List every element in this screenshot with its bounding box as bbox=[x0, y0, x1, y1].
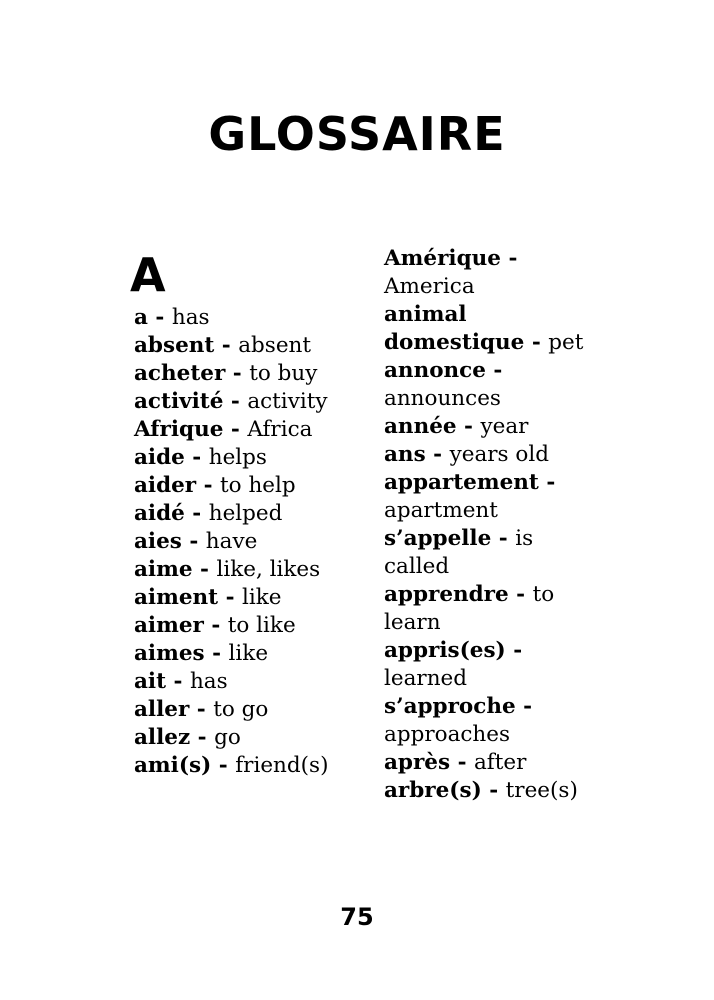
glossary-separator: - bbox=[456, 414, 481, 439]
glossary-entry bbox=[134, 360, 334, 388]
glossary-separator: - bbox=[491, 526, 516, 551]
glossary-separator: - bbox=[425, 442, 450, 467]
glossary-entry bbox=[134, 444, 334, 472]
glossary-separator: - bbox=[184, 445, 209, 470]
glossary-definition: after bbox=[473, 750, 527, 775]
glossary-entry bbox=[384, 357, 584, 413]
glossary-separator: - bbox=[218, 585, 242, 610]
glossary-separator: - bbox=[515, 694, 533, 719]
glossary-separator: - bbox=[485, 358, 503, 383]
glossary-entry bbox=[134, 724, 334, 752]
glossary-term: allez bbox=[134, 725, 191, 750]
glossary-entry bbox=[384, 525, 584, 581]
glossary-separator: - bbox=[481, 778, 506, 803]
glossary-term: apprendre bbox=[384, 582, 509, 607]
glossary-entry bbox=[134, 388, 334, 416]
glossary-entry bbox=[134, 640, 334, 668]
glossary-entry bbox=[384, 693, 584, 749]
page-number: 75 bbox=[340, 903, 374, 931]
glossary-definition: is called bbox=[384, 526, 534, 579]
glossary-term: aime bbox=[134, 557, 193, 582]
glossary-term: appris(es) bbox=[384, 638, 506, 663]
glossary-entry bbox=[134, 696, 334, 724]
glossary-separator: - bbox=[189, 697, 214, 722]
glossary-entry bbox=[134, 556, 334, 584]
glossary-term: absent bbox=[134, 333, 215, 358]
glossary-term: acheter bbox=[134, 361, 226, 386]
glossary-definition: to like bbox=[227, 613, 296, 638]
glossary-separator: - bbox=[184, 501, 209, 526]
glossary-term: année bbox=[384, 414, 457, 439]
glossary-separator: - bbox=[166, 669, 190, 694]
glossary-term: aller bbox=[134, 697, 190, 722]
glossary-entry bbox=[384, 749, 584, 777]
glossary-separator: - bbox=[508, 582, 533, 607]
glossary-definition: to buy bbox=[249, 361, 318, 386]
glossary-term: Afrique bbox=[134, 417, 224, 442]
glossary-definition: to learn bbox=[384, 582, 555, 635]
glossary-entry bbox=[134, 668, 334, 696]
glossary-definition: helped bbox=[208, 501, 283, 526]
glossary-definition: to go bbox=[213, 697, 269, 722]
glossary-entry bbox=[134, 584, 334, 612]
glossary-definition: absent bbox=[238, 333, 312, 358]
glossary-separator: - bbox=[147, 305, 172, 330]
glossary-definition: activity bbox=[247, 389, 328, 414]
glossary-term: ans bbox=[384, 442, 426, 467]
glossary-entry bbox=[134, 416, 334, 444]
glossary-separator: - bbox=[538, 470, 556, 495]
glossary-separator: - bbox=[225, 361, 250, 386]
glossary-term: Amérique bbox=[384, 246, 501, 271]
glossary-definition: helps bbox=[208, 445, 267, 470]
glossary-column-right bbox=[384, 245, 584, 805]
glossary-separator: - bbox=[505, 638, 523, 663]
glossary-definition: learned bbox=[384, 666, 468, 691]
glossary-separator: - bbox=[214, 333, 239, 358]
glossary-separator: - bbox=[223, 417, 248, 442]
glossary-term: aimes bbox=[134, 641, 205, 666]
glossary-term: activité bbox=[134, 389, 224, 414]
glossary-term: aies bbox=[134, 529, 182, 554]
glossary-definition: apartment bbox=[384, 498, 498, 523]
glossary-separator: - bbox=[190, 725, 215, 750]
glossary-definition: pet bbox=[548, 330, 584, 355]
glossary-term: aidé bbox=[134, 501, 185, 526]
glossary-definition: have bbox=[205, 529, 258, 554]
glossary-separator: - bbox=[211, 753, 236, 778]
glossary-term: ami(s) bbox=[134, 753, 212, 778]
glossary-entry bbox=[134, 304, 334, 332]
glossary-definition: tree(s) bbox=[505, 778, 578, 803]
glossary-entry bbox=[384, 581, 584, 637]
glossary-term: aide bbox=[134, 445, 185, 470]
glossary-term: animal domestique bbox=[384, 302, 525, 355]
glossary-definition: America bbox=[384, 274, 475, 299]
page-title: GLOSSAIRE bbox=[208, 107, 506, 161]
glossary-term: ait bbox=[134, 669, 167, 694]
glossary-term: après bbox=[384, 750, 451, 775]
glossary-definition: has bbox=[171, 305, 210, 330]
glossary-term: aimer bbox=[134, 613, 204, 638]
glossary-entry bbox=[134, 528, 334, 556]
glossary-term: arbre(s) bbox=[384, 778, 482, 803]
glossary-entry bbox=[384, 777, 584, 805]
glossary-column-left bbox=[134, 304, 334, 780]
glossary-separator: - bbox=[223, 389, 248, 414]
glossary-definition: has bbox=[189, 669, 228, 694]
glossary-entry bbox=[384, 245, 584, 301]
glossary-definition: friend(s) bbox=[235, 753, 329, 778]
glossary-separator: - bbox=[450, 750, 474, 775]
glossary-term: s’appelle bbox=[384, 526, 492, 551]
glossary-term: annonce bbox=[384, 358, 486, 383]
glossary-term: s’approche bbox=[384, 694, 516, 719]
glossary-entry bbox=[134, 472, 334, 500]
glossary-definition: approaches bbox=[384, 722, 511, 747]
glossary-definition: go bbox=[214, 725, 241, 750]
glossary-separator: - bbox=[524, 330, 549, 355]
glossary-definition: year bbox=[480, 414, 529, 439]
glossary-definition: announces bbox=[384, 386, 501, 411]
glossary-entry bbox=[384, 413, 584, 441]
glossary-term: aider bbox=[134, 473, 197, 498]
glossary-separator: - bbox=[181, 529, 206, 554]
glossary-definition: Africa bbox=[247, 417, 313, 442]
glossary-entry bbox=[134, 500, 334, 528]
glossary-entry bbox=[134, 752, 334, 780]
glossary-entry bbox=[134, 332, 334, 360]
glossary-term: appartement bbox=[384, 470, 539, 495]
glossary-definition: like bbox=[242, 585, 282, 610]
glossary-separator: - bbox=[500, 246, 518, 271]
glossary-entry bbox=[134, 612, 334, 640]
glossary-term: a bbox=[134, 305, 148, 330]
glossary-separator: - bbox=[196, 473, 221, 498]
glossary-separator: - bbox=[192, 557, 217, 582]
glossary-definition: like bbox=[228, 641, 269, 666]
glossary-entry bbox=[384, 301, 584, 357]
glossary-separator: - bbox=[203, 613, 228, 638]
glossary-entry bbox=[384, 637, 584, 693]
glossary-definition: years old bbox=[449, 442, 549, 467]
section-letter: A bbox=[130, 248, 166, 302]
glossary-definition: to help bbox=[220, 473, 296, 498]
glossary-entry bbox=[384, 441, 584, 469]
glossary-term: aiment bbox=[134, 585, 219, 610]
glossary-entry bbox=[384, 469, 584, 525]
glossary-separator: - bbox=[204, 641, 229, 666]
glossary-definition: like, likes bbox=[216, 557, 321, 582]
